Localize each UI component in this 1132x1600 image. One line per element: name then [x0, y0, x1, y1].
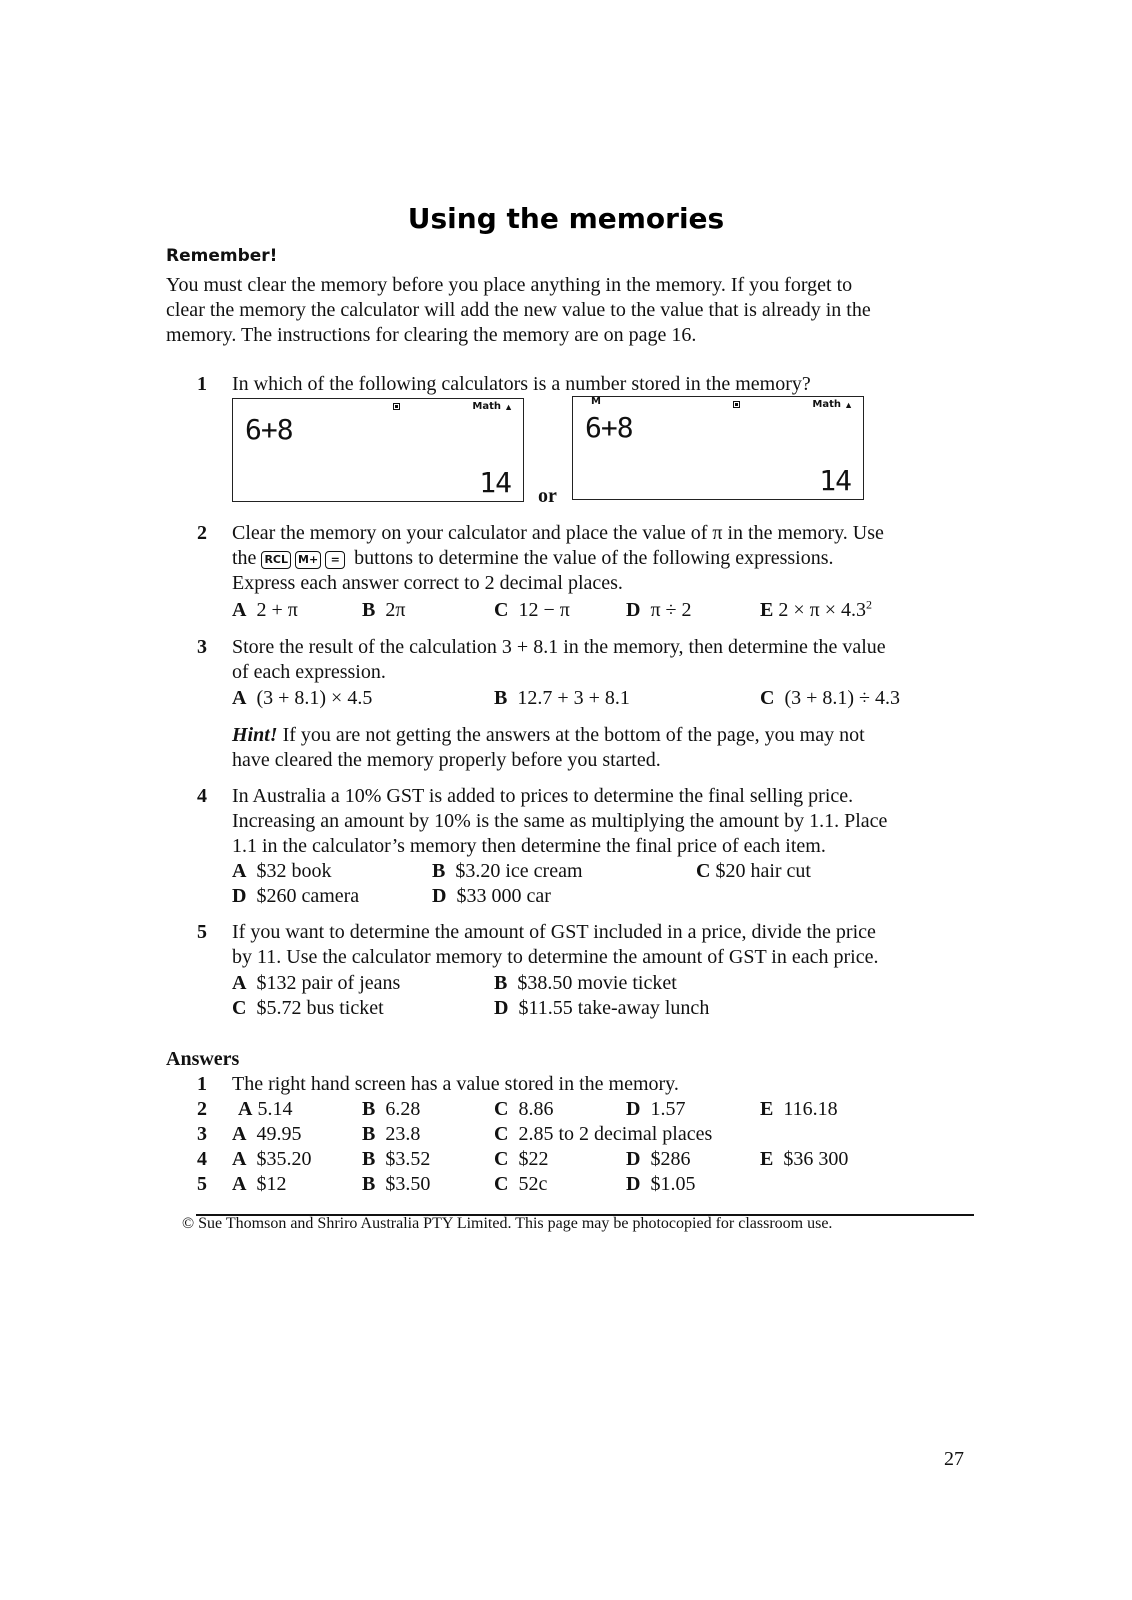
part-text: (3 + 8.1) ÷ 4.3 [784, 687, 901, 709]
answer-item [232, 1172, 286, 1197]
part-text: 2 × π × 4.3 [778, 599, 866, 621]
answer-label: C [494, 1123, 509, 1145]
part-text: $132 pair of jeans [256, 972, 401, 994]
part-text: $260 camera [256, 885, 360, 907]
question-text-fragment: the [232, 547, 257, 569]
memory-indicator: M [591, 396, 601, 407]
part-label: D [232, 885, 247, 907]
question-number: 3 [197, 636, 207, 658]
question-number: 2 [197, 522, 207, 544]
part-item [626, 598, 692, 623]
up-arrow-icon: ▲ [504, 402, 513, 412]
question-line: Express each answer correct to 2 decimal places. [232, 572, 623, 594]
part-item [432, 859, 583, 884]
answer-value: $3.50 [385, 1173, 431, 1195]
part-text: 2π [385, 599, 406, 621]
exponent: 2 [866, 597, 872, 612]
answer-value: 23.8 [385, 1123, 421, 1145]
answer-item [494, 1097, 553, 1122]
part-label: D [494, 997, 509, 1019]
answer-item [362, 1172, 430, 1197]
question-number: 4 [197, 785, 207, 807]
answer-value: $1.05 [650, 1173, 696, 1195]
question-text-fragment: buttons to determine the value of the following expressions. [354, 547, 834, 569]
answer-number: 2 [197, 1098, 207, 1120]
question-line: by 11. Use the calculator memory to determine the amount of GST in each price. [232, 946, 879, 968]
answer-item [494, 1147, 548, 1172]
answer-item [760, 1147, 848, 1172]
question-3-text [232, 635, 886, 685]
equals-key-icon: = [325, 551, 345, 569]
screen-expression: 6+8 [585, 411, 633, 444]
answer-item [232, 1122, 301, 1147]
answer-item [238, 1097, 292, 1122]
answer-label: A [232, 1123, 247, 1145]
part-label: A [232, 972, 247, 994]
question-line: of each expression. [232, 661, 386, 683]
question-line: Increasing an amount by 10% is the same as multiplying the amount by 1.1. Place [232, 810, 888, 832]
degree-mode-icon [733, 401, 740, 408]
m-plus-key-icon: M+ [295, 551, 321, 569]
answer-item [494, 1122, 712, 1147]
part-text: 2 + π [256, 599, 298, 621]
answer-value: 6.28 [385, 1098, 421, 1120]
answer-value: 1.57 [650, 1098, 686, 1120]
answer-label: B [362, 1098, 376, 1120]
part-label: B [432, 860, 446, 882]
part-label: D [432, 885, 447, 907]
answer-value: $3.52 [385, 1148, 431, 1170]
answer-label: D [626, 1173, 641, 1195]
answer-label: A [238, 1098, 253, 1120]
math-mode-label: Math [472, 401, 501, 412]
part-text: $20 hair cut [715, 860, 811, 882]
page-title: Using the memories [407, 202, 725, 235]
answer-item [362, 1147, 430, 1172]
part-label: D [626, 599, 641, 621]
hint-line: have cleared the memory properly before you started. [232, 749, 661, 771]
answer-value: $35.20 [256, 1148, 312, 1170]
part-item [696, 859, 811, 884]
screen-result: 14 [479, 466, 511, 499]
math-mode-label: Math [812, 399, 841, 410]
answer-label: C [494, 1098, 509, 1120]
part-item [232, 859, 331, 884]
remember-line: You must clear the memory before you place anything in the memory. If you forget to [166, 274, 853, 296]
answer-item [232, 1147, 311, 1172]
part-label: A [232, 860, 247, 882]
answer-value: $12 [256, 1173, 287, 1195]
hint-line [232, 723, 865, 748]
answer-value: $22 [518, 1148, 549, 1170]
part-item [232, 884, 359, 909]
part-label: E [760, 599, 774, 621]
up-arrow-icon: ▲ [844, 400, 853, 410]
rcl-key-icon: RCL [261, 551, 291, 569]
answer-value: $286 [650, 1148, 691, 1170]
answer-item [760, 1097, 838, 1122]
question-2-text [232, 521, 884, 596]
part-label: A [232, 599, 247, 621]
part-label: C [232, 997, 247, 1019]
part-text: $5.72 bus ticket [256, 997, 384, 1019]
question-line: In which of the following calculators is a number stored in the memory? [232, 373, 811, 395]
answer-value: 8.86 [518, 1098, 554, 1120]
answer-label: B [362, 1148, 376, 1170]
answer-label: B [362, 1173, 376, 1195]
answer-value: 5.14 [257, 1098, 293, 1120]
part-item [232, 598, 298, 623]
part-text: $3.20 ice cream [455, 860, 583, 882]
calculator-screen-right [572, 396, 864, 500]
part-text: $38.50 movie ticket [517, 972, 677, 994]
part-label: A [232, 687, 247, 709]
part-item [432, 884, 551, 909]
answer-label: E [760, 1148, 774, 1170]
answer-item [362, 1122, 420, 1147]
screen-result: 14 [819, 464, 851, 497]
answer-item [626, 1172, 695, 1197]
answer-value: 49.95 [256, 1123, 302, 1145]
part-text: 12 − π [518, 599, 570, 621]
copyright-footer: © Sue Thomson and Shriro Australia PTY Limited. This page may be photocopied for classroom use. [182, 1215, 833, 1232]
part-item [494, 598, 570, 623]
question-number: 5 [197, 921, 207, 943]
question-line [232, 546, 884, 571]
hint-text: If you are not getting the answers at the bottom of the page, you may not [282, 724, 865, 746]
answer-number: 1 [197, 1073, 207, 1095]
part-item [494, 996, 709, 1021]
part-text: $32 book [256, 860, 332, 882]
page-number: 27 [944, 1448, 964, 1470]
part-label: B [494, 972, 508, 994]
remember-line: clear the memory the calculator will add the new value to the value that is already in the [166, 299, 871, 321]
answer-value: 2.85 to 2 decimal places [518, 1123, 713, 1145]
part-text: $11.55 take-away lunch [518, 997, 710, 1019]
question-line: Clear the memory on your calculator and place the value of π in the memory. Use [232, 522, 884, 544]
question-number: 1 [197, 373, 207, 395]
part-label: B [362, 599, 376, 621]
degree-mode-icon [393, 403, 400, 410]
part-label: C [494, 599, 509, 621]
part-text: π ÷ 2 [650, 599, 692, 621]
part-text: (3 + 8.1) × 4.5 [256, 687, 373, 709]
part-item [494, 971, 677, 996]
answer-label: C [494, 1173, 509, 1195]
question-1-text [232, 372, 811, 397]
hint-label: Hint! [232, 724, 278, 746]
answer-value: 52c [518, 1173, 548, 1195]
screen-expression: 6+8 [245, 413, 293, 446]
answer-label: D [626, 1148, 641, 1170]
part-item [760, 686, 900, 711]
answer-text: The right hand screen has a value stored in the memory. [232, 1073, 679, 1095]
question-line: In Australia a 10% GST is added to prices to determine the final selling price. [232, 785, 854, 807]
question-line: If you want to determine the amount of GST included in a price, divide the price [232, 921, 876, 943]
part-item [760, 598, 872, 623]
answers-heading: Answers [166, 1048, 240, 1070]
remember-paragraph [166, 273, 966, 348]
question-line: Store the result of the calculation 3 + 8.1 in the memory, then determine the value [232, 636, 886, 658]
answer-number: 3 [197, 1123, 207, 1145]
answer-label: A [232, 1173, 247, 1195]
part-text: $33 000 car [456, 885, 551, 907]
remember-heading: Remember! [166, 246, 278, 266]
part-item [494, 686, 630, 711]
answer-label: E [760, 1098, 774, 1120]
part-item [232, 996, 384, 1021]
part-item [232, 971, 400, 996]
answer-item [626, 1147, 690, 1172]
answer-number: 4 [197, 1148, 207, 1170]
hint-paragraph [232, 723, 865, 773]
answer-label: A [232, 1148, 247, 1170]
part-item [232, 686, 372, 711]
answer-item [362, 1097, 420, 1122]
answer-label: C [494, 1148, 509, 1170]
answer-number: 5 [197, 1173, 207, 1195]
answer-label: B [362, 1123, 376, 1145]
or-label: or [538, 485, 557, 507]
question-4-text [232, 784, 887, 859]
part-label: C [696, 860, 711, 882]
remember-line: memory. The instructions for clearing the memory are on page 16. [166, 324, 697, 346]
answer-value: $36 300 [783, 1148, 849, 1170]
answer-label: D [626, 1098, 641, 1120]
part-item [362, 598, 405, 623]
part-label: B [494, 687, 508, 709]
answer-item [626, 1097, 685, 1122]
calculator-screen-left [232, 398, 524, 502]
part-label: C [760, 687, 775, 709]
question-line: 1.1 in the calculator’s memory then determine the final price of each item. [232, 835, 826, 857]
answer-value: 116.18 [783, 1098, 838, 1120]
answer-item [494, 1172, 547, 1197]
part-text: 12.7 + 3 + 8.1 [517, 687, 630, 709]
question-5-text [232, 920, 878, 970]
